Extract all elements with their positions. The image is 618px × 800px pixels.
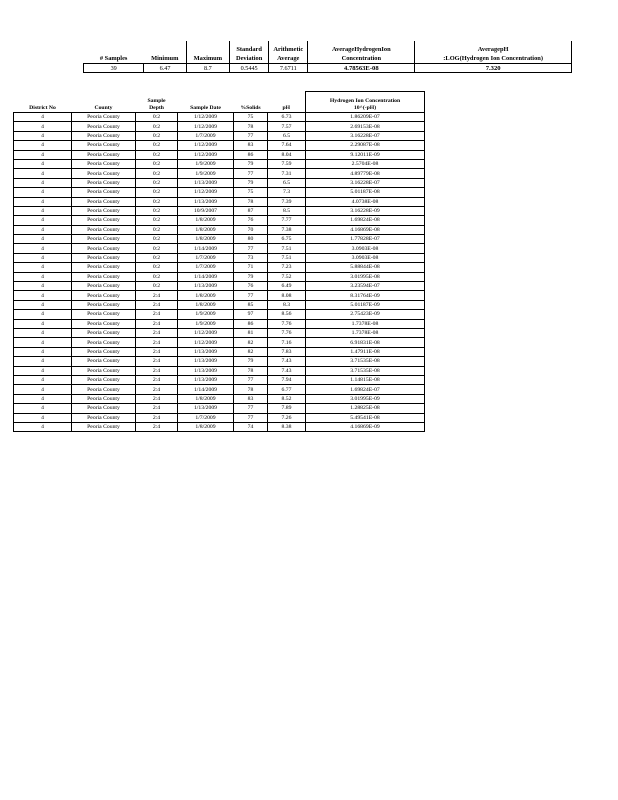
county-cell: Peoria County (72, 385, 136, 394)
solids-cell: 76 (234, 282, 268, 291)
ph-cell: 8.56 (268, 310, 306, 319)
h-concentration-cell: 3.0903E-08 (306, 244, 425, 253)
county-cell: Peoria County (72, 319, 136, 328)
depth-cell: 0:2 (136, 263, 178, 272)
h-concentration-cell: 6.91831E-08 (306, 338, 425, 347)
h-concentration-cell: 3.16228E-09 (306, 206, 425, 215)
depth-cell: 2:4 (136, 413, 178, 422)
ph-cell: 7.39 (268, 197, 306, 206)
county-cell: Peoria County (72, 188, 136, 197)
depth-cell: 0:2 (136, 178, 178, 187)
h-concentration-cell: 1.86209E-07 (306, 113, 425, 122)
district-cell: 4 (14, 150, 72, 159)
value-minimum: 6.47 (144, 64, 186, 73)
district-cell: 4 (14, 404, 72, 413)
county-cell: Peoria County (72, 216, 136, 225)
h-concentration-cell: 1.7378E-08 (306, 319, 425, 328)
date-cell: 1/9/2009 (178, 319, 234, 328)
county-cell: Peoria County (72, 291, 136, 300)
h-concentration-cell: 5.01187E-08 (306, 188, 425, 197)
solids-cell: 78 (234, 122, 268, 131)
date-cell: 1/14/2009 (178, 244, 234, 253)
date-cell: 1/13/2009 (178, 282, 234, 291)
date-cell: 1/8/2009 (178, 300, 234, 309)
table-row (14, 413, 425, 422)
table-row (14, 244, 425, 253)
depth-cell: 2:4 (136, 394, 178, 403)
value-avg-hydrogen: 4.78563E-08 (308, 64, 415, 73)
ph-cell: 7.77 (268, 216, 306, 225)
date-cell: 1/8/2009 (178, 235, 234, 244)
depth-cell: 0:2 (136, 141, 178, 150)
table-row (14, 197, 425, 206)
ph-cell: 7.38 (268, 225, 306, 234)
county-cell: Peoria County (72, 347, 136, 356)
depth-cell: 0:2 (136, 282, 178, 291)
date-cell: 1/9/2009 (178, 159, 234, 168)
depth-cell: 2:4 (136, 385, 178, 394)
table-row (14, 300, 425, 309)
solids-cell: 87 (234, 206, 268, 215)
header-arith-average: Arithmetic Average (269, 41, 308, 64)
district-cell: 4 (14, 141, 72, 150)
date-cell: 1/8/2009 (178, 291, 234, 300)
solids-cell: 85 (234, 300, 268, 309)
h-concentration-cell: 3.01995E-08 (306, 272, 425, 281)
h-concentration-cell: 5.88844E-08 (306, 263, 425, 272)
district-cell: 4 (14, 188, 72, 197)
header-minimum: Minimum (144, 41, 186, 64)
ph-cell: 7.51 (268, 253, 306, 262)
table-row (14, 394, 425, 403)
solids-cell: 77 (234, 413, 268, 422)
district-cell: 4 (14, 394, 72, 403)
solids-cell: 78 (234, 385, 268, 394)
ph-cell: 7.43 (268, 366, 306, 375)
district-cell: 4 (14, 122, 72, 131)
depth-cell: 0:2 (136, 253, 178, 262)
date-cell: 1/7/2009 (178, 413, 234, 422)
solids-cell: 77 (234, 375, 268, 384)
depth-cell: 0:2 (136, 197, 178, 206)
header-h-concentration: Hydrogen Ion Concentration 10^(-pH) (306, 92, 425, 113)
summary-header-row (84, 41, 572, 64)
depth-cell: 0:2 (136, 216, 178, 225)
county-cell: Peoria County (72, 141, 136, 150)
ph-cell: 7.64 (268, 141, 306, 150)
h-concentration-cell: 5.01187E-09 (306, 300, 425, 309)
district-cell: 4 (14, 206, 72, 215)
solids-cell: 71 (234, 263, 268, 272)
h-concentration-cell: 1.7378E-08 (306, 328, 425, 337)
solids-cell: 74 (234, 422, 268, 431)
ph-cell: 7.76 (268, 328, 306, 337)
h-concentration-cell: 1.77828E-07 (306, 235, 425, 244)
h-concentration-cell: 1.69824E-08 (306, 216, 425, 225)
date-cell: 1/7/2009 (178, 253, 234, 262)
county-cell: Peoria County (72, 422, 136, 431)
solids-cell: 73 (234, 253, 268, 262)
solids-cell: 97 (234, 310, 268, 319)
solids-cell: 79 (234, 159, 268, 168)
ph-cell: 7.43 (268, 357, 306, 366)
district-cell: 4 (14, 282, 72, 291)
solids-cell: 77 (234, 291, 268, 300)
h-concentration-cell: 2.75423E-09 (306, 310, 425, 319)
depth-cell: 2:4 (136, 319, 178, 328)
district-cell: 4 (14, 300, 72, 309)
depth-cell: 2:4 (136, 310, 178, 319)
ph-cell: 7.26 (268, 413, 306, 422)
depth-cell: 0:2 (136, 113, 178, 122)
ph-cell: 8.04 (268, 150, 306, 159)
district-cell: 4 (14, 178, 72, 187)
solids-cell: 79 (234, 272, 268, 281)
solids-cell: 77 (234, 169, 268, 178)
table-row (14, 216, 425, 225)
data-table (13, 91, 425, 432)
district-cell: 4 (14, 235, 72, 244)
date-cell: 1/12/2009 (178, 328, 234, 337)
date-cell: 1/14/2009 (178, 385, 234, 394)
depth-cell: 0:2 (136, 272, 178, 281)
ph-cell: 8.08 (268, 291, 306, 300)
solids-cell: 75 (234, 113, 268, 122)
date-cell: 1/12/2009 (178, 113, 234, 122)
h-concentration-cell: 3.0903E-08 (306, 253, 425, 262)
date-cell: 1/12/2009 (178, 122, 234, 131)
table-row (14, 225, 425, 234)
ph-cell: 7.57 (268, 122, 306, 131)
date-cell: 1/13/2009 (178, 357, 234, 366)
district-cell: 4 (14, 216, 72, 225)
district-cell: 4 (14, 357, 72, 366)
h-concentration-cell: 1.28825E-08 (306, 404, 425, 413)
date-cell: 1/8/2009 (178, 216, 234, 225)
table-row (14, 282, 425, 291)
date-cell: 1/8/2009 (178, 394, 234, 403)
h-concentration-cell: 1.69824E-07 (306, 385, 425, 394)
ph-cell: 6.5 (268, 178, 306, 187)
solids-cell: 76 (234, 216, 268, 225)
solids-cell: 86 (234, 319, 268, 328)
county-cell: Peoria County (72, 413, 136, 422)
value-maximum: 8.7 (186, 64, 229, 73)
h-concentration-cell: 3.71535E-08 (306, 366, 425, 375)
header-ph: pH (268, 92, 306, 113)
table-row (14, 357, 425, 366)
table-row (14, 178, 425, 187)
date-cell: 1/12/2009 (178, 188, 234, 197)
solids-cell: 80 (234, 235, 268, 244)
data-table-body (14, 113, 425, 432)
header-std-dev: Standard Deviation (230, 41, 269, 64)
county-cell: Peoria County (72, 404, 136, 413)
h-concentration-cell: 1.47911E-08 (306, 347, 425, 356)
depth-cell: 2:4 (136, 404, 178, 413)
table-row (14, 375, 425, 384)
h-concentration-cell: 9.12011E-09 (306, 150, 425, 159)
district-cell: 4 (14, 244, 72, 253)
ph-cell: 6.77 (268, 385, 306, 394)
district-cell: 4 (14, 225, 72, 234)
depth-cell: 2:4 (136, 328, 178, 337)
county-cell: Peoria County (72, 375, 136, 384)
county-cell: Peoria County (72, 282, 136, 291)
county-cell: Peoria County (72, 131, 136, 140)
header-avg-ph: AveragepH :LOG(Hydrogen Ion Concentration) (415, 41, 572, 64)
ph-cell: 8.38 (268, 422, 306, 431)
date-cell: 1/13/2009 (178, 375, 234, 384)
depth-cell: 2:4 (136, 338, 178, 347)
depth-cell: 0:2 (136, 235, 178, 244)
county-cell: Peoria County (72, 113, 136, 122)
date-cell: 10/9/2007 (178, 206, 234, 215)
header-date: Sample Date (178, 92, 234, 113)
h-concentration-cell: 4.16869E-09 (306, 422, 425, 431)
h-concentration-cell: 2.29087E-08 (306, 141, 425, 150)
depth-cell: 2:4 (136, 300, 178, 309)
county-cell: Peoria County (72, 263, 136, 272)
summary-value-row (84, 64, 572, 73)
district-cell: 4 (14, 159, 72, 168)
depth-cell: 0:2 (136, 122, 178, 131)
ph-cell: 7.3 (268, 188, 306, 197)
solids-cell: 78 (234, 197, 268, 206)
date-cell: 1/9/2009 (178, 310, 234, 319)
date-cell: 1/8/2009 (178, 225, 234, 234)
table-row (14, 319, 425, 328)
data-header-row (14, 92, 425, 113)
ph-cell: 7.94 (268, 375, 306, 384)
table-row (14, 141, 425, 150)
depth-cell: 2:4 (136, 366, 178, 375)
depth-cell: 0:2 (136, 131, 178, 140)
header-solids: %Solids (234, 92, 268, 113)
county-cell: Peoria County (72, 244, 136, 253)
table-row (14, 188, 425, 197)
table-row (14, 385, 425, 394)
header-county: County (72, 92, 136, 113)
table-row (14, 291, 425, 300)
district-cell: 4 (14, 385, 72, 394)
depth-cell: 0:2 (136, 159, 178, 168)
value-arith-average: 7.6711 (269, 64, 308, 73)
h-concentration-cell: 2.5704E-08 (306, 159, 425, 168)
date-cell: 1/12/2009 (178, 150, 234, 159)
date-cell: 1/13/2009 (178, 404, 234, 413)
table-row (14, 235, 425, 244)
ph-cell: 6.5 (268, 131, 306, 140)
depth-cell: 0:2 (136, 244, 178, 253)
date-cell: 1/13/2009 (178, 197, 234, 206)
depth-cell: 2:4 (136, 357, 178, 366)
value-samples: 39 (84, 64, 144, 73)
ph-cell: 7.89 (268, 404, 306, 413)
county-cell: Peoria County (72, 206, 136, 215)
h-concentration-cell: 1.14815E-08 (306, 375, 425, 384)
district-cell: 4 (14, 319, 72, 328)
ph-cell: 7.16 (268, 338, 306, 347)
table-row (14, 122, 425, 131)
h-concentration-cell: 2.69153E-08 (306, 122, 425, 131)
district-cell: 4 (14, 338, 72, 347)
solids-cell: 77 (234, 244, 268, 253)
solids-cell: 83 (234, 394, 268, 403)
district-cell: 4 (14, 310, 72, 319)
date-cell: 1/7/2009 (178, 263, 234, 272)
county-cell: Peoria County (72, 150, 136, 159)
ph-cell: 7.76 (268, 319, 306, 328)
header-depth: Sample Depth (136, 92, 178, 113)
solids-cell: 82 (234, 338, 268, 347)
county-cell: Peoria County (72, 338, 136, 347)
solids-cell: 79 (234, 178, 268, 187)
county-cell: Peoria County (72, 197, 136, 206)
date-cell: 1/14/2009 (178, 272, 234, 281)
solids-cell: 83 (234, 141, 268, 150)
date-cell: 1/13/2009 (178, 347, 234, 356)
table-row (14, 150, 425, 159)
table-row (14, 310, 425, 319)
ph-cell: 6.49 (268, 282, 306, 291)
district-cell: 4 (14, 113, 72, 122)
county-cell: Peoria County (72, 235, 136, 244)
header-samples: # Samples (99, 55, 128, 62)
table-row (14, 159, 425, 168)
table-row (14, 169, 425, 178)
ph-cell: 6.73 (268, 113, 306, 122)
table-row (14, 347, 425, 356)
county-cell: Peoria County (72, 122, 136, 131)
h-concentration-cell: 3.01995E-09 (306, 394, 425, 403)
district-cell: 4 (14, 328, 72, 337)
district-cell: 4 (14, 131, 72, 140)
solids-cell: 77 (234, 404, 268, 413)
county-cell: Peoria County (72, 310, 136, 319)
date-cell: 1/7/2009 (178, 131, 234, 140)
table-row (14, 272, 425, 281)
district-cell: 4 (14, 291, 72, 300)
table-row (14, 131, 425, 140)
depth-cell: 0:2 (136, 188, 178, 197)
county-cell: Peoria County (72, 169, 136, 178)
depth-cell: 0:2 (136, 150, 178, 159)
header-district: District No (14, 92, 72, 113)
county-cell: Peoria County (72, 253, 136, 262)
date-cell: 1/13/2009 (178, 366, 234, 375)
date-cell: 1/13/2009 (178, 178, 234, 187)
county-cell: Peoria County (72, 394, 136, 403)
value-std-dev: 0.5445 (230, 64, 269, 73)
h-concentration-cell: 4.16869E-08 (306, 225, 425, 234)
table-row (14, 206, 425, 215)
solids-cell: 75 (234, 188, 268, 197)
district-cell: 4 (14, 197, 72, 206)
solids-cell: 86 (234, 150, 268, 159)
county-cell: Peoria County (72, 300, 136, 309)
county-cell: Peoria County (72, 225, 136, 234)
summary-table (83, 41, 572, 73)
depth-cell: 2:4 (136, 291, 178, 300)
h-concentration-cell: 4.0738E-08 (306, 197, 425, 206)
value-avg-ph: 7.320 (415, 64, 572, 73)
solids-cell: 81 (234, 328, 268, 337)
ph-cell: 7.23 (268, 263, 306, 272)
ph-cell: 7.51 (268, 244, 306, 253)
ph-cell: 7.52 (268, 272, 306, 281)
solids-cell: 78 (234, 366, 268, 375)
county-cell: Peoria County (72, 272, 136, 281)
district-cell: 4 (14, 253, 72, 262)
ph-cell: 8.5 (268, 206, 306, 215)
district-cell: 4 (14, 347, 72, 356)
depth-cell: 0:2 (136, 206, 178, 215)
solids-cell: 77 (234, 131, 268, 140)
table-row (14, 253, 425, 262)
date-cell: 1/9/2009 (178, 169, 234, 178)
ph-cell: 6.75 (268, 235, 306, 244)
table-row (14, 366, 425, 375)
district-cell: 4 (14, 169, 72, 178)
h-concentration-cell: 4.89779E-08 (306, 169, 425, 178)
table-row (14, 263, 425, 272)
district-cell: 4 (14, 263, 72, 272)
h-concentration-cell: 5.49541E-08 (306, 413, 425, 422)
county-cell: Peoria County (72, 357, 136, 366)
district-cell: 4 (14, 413, 72, 422)
depth-cell: 2:4 (136, 347, 178, 356)
ph-cell: 7.83 (268, 347, 306, 356)
header-maximum: Maximum (186, 41, 229, 64)
depth-cell: 0:2 (136, 225, 178, 234)
county-cell: Peoria County (72, 366, 136, 375)
ph-cell: 7.59 (268, 159, 306, 168)
depth-cell: 2:4 (136, 422, 178, 431)
date-cell: 1/8/2009 (178, 422, 234, 431)
district-cell: 4 (14, 366, 72, 375)
county-cell: Peoria County (72, 159, 136, 168)
ph-cell: 8.3 (268, 300, 306, 309)
depth-cell: 2:4 (136, 375, 178, 384)
table-row (14, 113, 425, 122)
table-row (14, 328, 425, 337)
district-cell: 4 (14, 375, 72, 384)
district-cell: 4 (14, 272, 72, 281)
depth-cell: 0:2 (136, 169, 178, 178)
district-cell: 4 (14, 422, 72, 431)
solids-cell: 79 (234, 357, 268, 366)
county-cell: Peoria County (72, 328, 136, 337)
ph-cell: 8.52 (268, 394, 306, 403)
table-row (14, 422, 425, 431)
h-concentration-cell: 3.71535E-08 (306, 357, 425, 366)
solids-cell: 82 (234, 347, 268, 356)
table-row (14, 338, 425, 347)
date-cell: 1/12/2009 (178, 338, 234, 347)
date-cell: 1/12/2009 (178, 141, 234, 150)
header-avg-hydrogen: AverageHydrogenIon Concentration (308, 41, 415, 64)
h-concentration-cell: 3.16228E-07 (306, 178, 425, 187)
table-row (14, 404, 425, 413)
h-concentration-cell: 8.31764E-09 (306, 291, 425, 300)
county-cell: Peoria County (72, 178, 136, 187)
solids-cell: 70 (234, 225, 268, 234)
h-concentration-cell: 3.16228E-07 (306, 131, 425, 140)
h-concentration-cell: 3.23594E-07 (306, 282, 425, 291)
ph-cell: 7.31 (268, 169, 306, 178)
